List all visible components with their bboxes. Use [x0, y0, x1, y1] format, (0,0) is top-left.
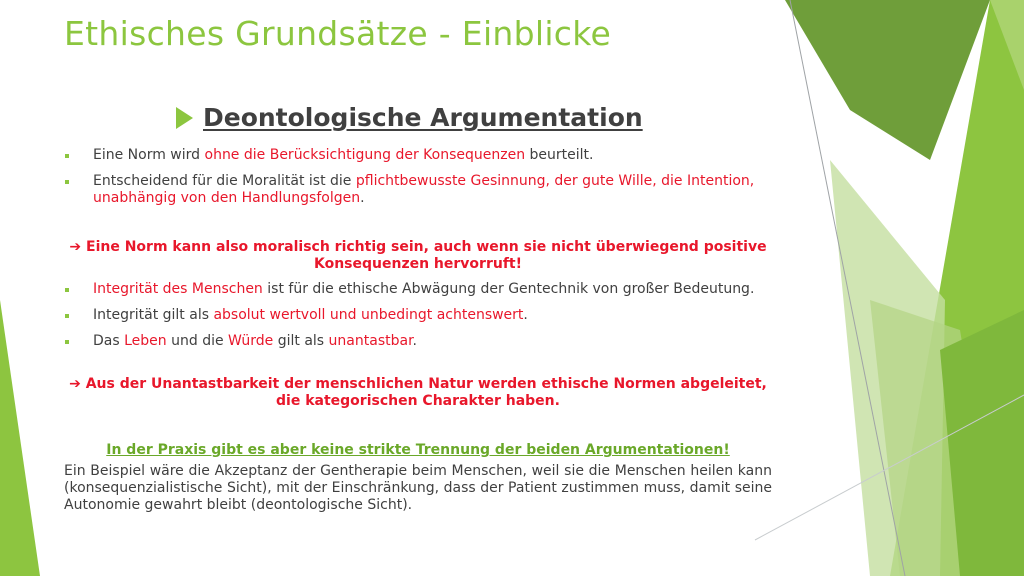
list-item [64, 281, 772, 298]
highlight-text: unantastbar [328, 333, 413, 349]
triangle-bullet-icon [176, 107, 193, 129]
bullet-text: . [523, 307, 528, 323]
highlight-text: absolut wertvoll und unbedingt achtenswert [213, 307, 524, 323]
highlight-text: Integrität des Menschen [93, 281, 263, 297]
list-item [64, 147, 772, 164]
bullet-text: und die [166, 333, 229, 349]
bullet-text: Integrität gilt als [93, 307, 214, 323]
subheading-text: Deontologische Argumentation [203, 103, 643, 132]
bullet-text: . [360, 190, 365, 206]
deco-shape-top-dark [785, 0, 990, 160]
bullet-list-2 [64, 281, 772, 350]
conclusion-2: ➔ Aus der Unantastbarkeit der menschlichen Natur werden ethische Normen abgeleitet, die kategorischen Charakter haben. [69, 376, 767, 409]
highlight-text: Leben [124, 333, 167, 349]
slide-title: Ethisches Grundsätze - Einblicke [64, 14, 612, 53]
deco-shape-left-sliver [0, 300, 40, 576]
bullet-text: Das [93, 333, 125, 349]
bullet-text: gilt als [273, 333, 329, 349]
list-item [64, 307, 772, 324]
subheading [176, 103, 643, 132]
bullet-text: ist für die ethische Abwägung der Gentechnik von großer Bedeutung. [262, 281, 755, 297]
example-paragraph: Ein Beispiel wäre die Akzeptanz der Gentherapie beim Menschen, weil sie die Menschen heilen kann (konsequenzialistische Sicht), mit der Einschränkung, dass der Patient zustimmen muss, damit seine Autonomie gewahrt bleibt (deontologische Sicht). [64, 463, 772, 513]
conclusion-1: ➔ Eine Norm kann also moralisch richtig sein, auch wenn sie nicht überwiegend positive Konsequenzen hervorruft! [69, 239, 767, 272]
list-item [64, 333, 772, 350]
highlight-text: pflichtbewusste Gesinnung, der gute Wille, die Intention, unabhängig von den Handlungsfolgen [93, 173, 755, 206]
slide-content [64, 147, 772, 514]
bullet-text: Eine Norm wird [93, 147, 205, 163]
bullet-list-1 [64, 147, 772, 207]
bullet-text: beurteilt. [525, 147, 594, 163]
highlight-text: ohne die Berücksichtigung der Konsequenzen [204, 147, 526, 163]
list-item [64, 173, 772, 207]
bullet-text: Entscheidend für die Moralität ist die [93, 173, 356, 189]
praxis-note: In der Praxis gibt es aber keine strikte Trennung der beiden Argumentationen! [106, 442, 730, 458]
bullet-text: . [412, 333, 417, 349]
highlight-text: Würde [228, 333, 274, 349]
